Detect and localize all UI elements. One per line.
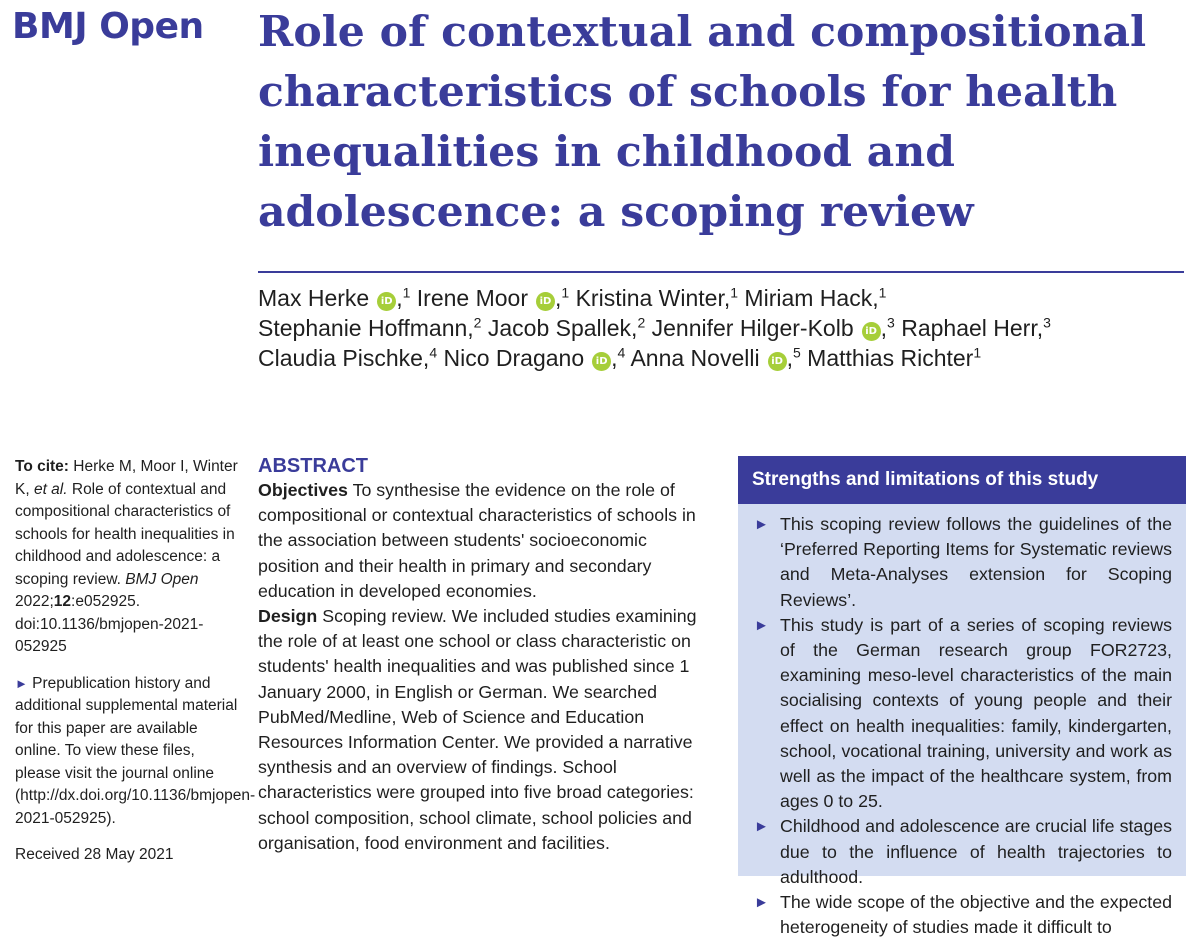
supplemental-note-text: Prepublication history and additional supplemental material for this paper are available online. To view these files, please visit the journal online (http://dx.doi.org/10.1136/bmjopen-2021-052925). xyxy=(15,674,256,827)
strengths-list xyxy=(738,504,1186,940)
author xyxy=(807,345,981,371)
author-name: Nico Dragano xyxy=(443,345,585,371)
author-name: Max Herke xyxy=(258,285,370,311)
cite-journal: BMJ Open xyxy=(125,570,199,588)
strengths-item xyxy=(752,613,1172,815)
objectives-label: Objectives xyxy=(258,480,348,500)
author-separator: , xyxy=(786,345,793,371)
author xyxy=(258,285,410,311)
author xyxy=(258,315,481,341)
author xyxy=(488,315,645,341)
strengths-item-text: This scoping review follows the guidelines of the ‘Preferred Reporting Items for Systematic reviews and Meta-Analyses extension for Scoping Reviews’. xyxy=(780,514,1172,610)
author-name: Stephanie Hoffmann, xyxy=(258,315,474,341)
affiliation-number: 4 xyxy=(617,344,626,361)
affiliation-number: 2 xyxy=(473,314,482,331)
author-list xyxy=(258,283,1188,373)
orcid-icon[interactable]: iD xyxy=(536,292,555,311)
author-separator: , xyxy=(880,315,888,341)
affiliation-number: 1 xyxy=(730,284,739,301)
bullet-arrow-icon: ► xyxy=(754,894,769,912)
abstract-design xyxy=(258,604,698,856)
strengths-item xyxy=(752,890,1172,940)
orcid-icon[interactable]: iD xyxy=(377,292,396,311)
affiliation-number: 3 xyxy=(1043,314,1051,331)
author-name: Claudia Pischke, xyxy=(258,345,430,371)
design-label: Design xyxy=(258,606,318,627)
affiliation-number: 1 xyxy=(561,284,570,301)
design-text: Scoping review. We included studies examining the role of at least one school or class characteristic on students' health inequalities and was published since 1 January 2000, in English or German. We searched PubMed/Medline, Web of Science and Education Resources Information Center. We provided a narrative synthesis and an overview of findings. School characteristics were grouped into five broad categories: school composition, school climate, school policies and organisation, food environment and facilities. xyxy=(258,606,697,853)
cite-doi: :e052925. doi:10.1136/bmjopen-2021-052925 xyxy=(15,593,204,655)
orcid-icon[interactable]: iD xyxy=(592,352,611,371)
author xyxy=(652,315,895,341)
author xyxy=(744,285,886,311)
bullet-arrow-icon: ► xyxy=(754,516,769,533)
affiliation-number: 4 xyxy=(429,344,438,361)
author xyxy=(576,285,738,311)
cite-etal: et al. xyxy=(33,480,68,498)
affiliation-number: 1 xyxy=(878,284,887,301)
affiliation-number: 5 xyxy=(792,344,801,361)
orcid-icon[interactable]: iD xyxy=(862,322,881,341)
note-arrow-icon: ► xyxy=(15,675,28,691)
journal-logo: BMJ Open xyxy=(12,6,204,47)
received-date: Received 28 May 2021 xyxy=(15,846,174,863)
affiliation-number: 1 xyxy=(973,344,982,361)
cite-title: Role of contextual and compositional characteristics of schools for health inequalities in childhood and adolescence: a scoping review. xyxy=(15,480,235,588)
author-separator: , xyxy=(611,345,618,371)
strengths-box xyxy=(738,456,1186,938)
abstract-objectives xyxy=(258,478,698,604)
objectives-text: To synthesise the evidence on the role of compositional or contextual characteristics of schools in the association between students' socioeconomic position and their health in primary and secondary education in developed economies. xyxy=(258,480,696,601)
title-divider xyxy=(258,271,1184,273)
bullet-arrow-icon: ► xyxy=(754,616,769,634)
author xyxy=(417,285,569,311)
author-name: Miriam Hack, xyxy=(744,285,879,311)
author xyxy=(901,315,1051,341)
affiliation-number: 1 xyxy=(402,284,411,301)
cite-authors: Herke M, Moor I, Winter K, xyxy=(15,458,238,498)
cite-volume: 12 xyxy=(53,593,72,610)
author xyxy=(444,345,626,371)
abstract-heading: ABSTRACT xyxy=(258,455,368,477)
affiliation-number: 3 xyxy=(887,314,895,331)
citation-text xyxy=(15,456,243,659)
cite-year: 2022; xyxy=(15,593,54,610)
abstract xyxy=(258,454,698,856)
supplemental-note xyxy=(15,673,256,831)
affiliation-number: 2 xyxy=(637,314,646,331)
article-title: Role of contextual and compositional characteristics of schools for health inequalities in childhood and adolescence: a scoping review xyxy=(258,7,1147,237)
author-name: Matthias Richter xyxy=(807,345,974,371)
strengths-heading: Strengths and limitations of this study xyxy=(738,456,1186,504)
strengths-item-text: This study is part of a series of scoping reviews of the German research group FOR2723, examining meso-level characteristics of the main socialising contexts of young people and their effect on health inequalities: family, kindergarten, school, vocational training, university and work as well as the impact of the healthcare system, from ages 0 to 25. xyxy=(780,614,1172,812)
author-name: Anna Novelli xyxy=(630,345,760,371)
strengths-item-text: Childhood and adolescence are crucial life stages due to the influence of health trajectories to adulthood. xyxy=(780,816,1172,887)
author-name: Kristina Winter, xyxy=(575,285,731,311)
author-separator: , xyxy=(555,285,562,311)
strengths-item xyxy=(752,814,1172,890)
orcid-icon[interactable]: iD xyxy=(768,352,787,371)
author-separator: , xyxy=(396,285,403,311)
author xyxy=(258,345,437,371)
strengths-item-text: The wide scope of the objective and the expected heterogeneity of studies made it difficult to xyxy=(780,892,1172,938)
author-name: Jacob Spallek, xyxy=(487,315,638,341)
citation-sidebar xyxy=(15,456,256,867)
author-name: Jennifer Hilger-Kolb xyxy=(651,315,854,341)
author xyxy=(630,345,800,371)
author-name: Raphael Herr, xyxy=(901,315,1044,341)
bullet-arrow-icon: ► xyxy=(754,818,769,836)
author-name: Irene Moor xyxy=(416,285,528,311)
cite-label: To cite: xyxy=(15,458,69,475)
strengths-item xyxy=(752,512,1172,613)
